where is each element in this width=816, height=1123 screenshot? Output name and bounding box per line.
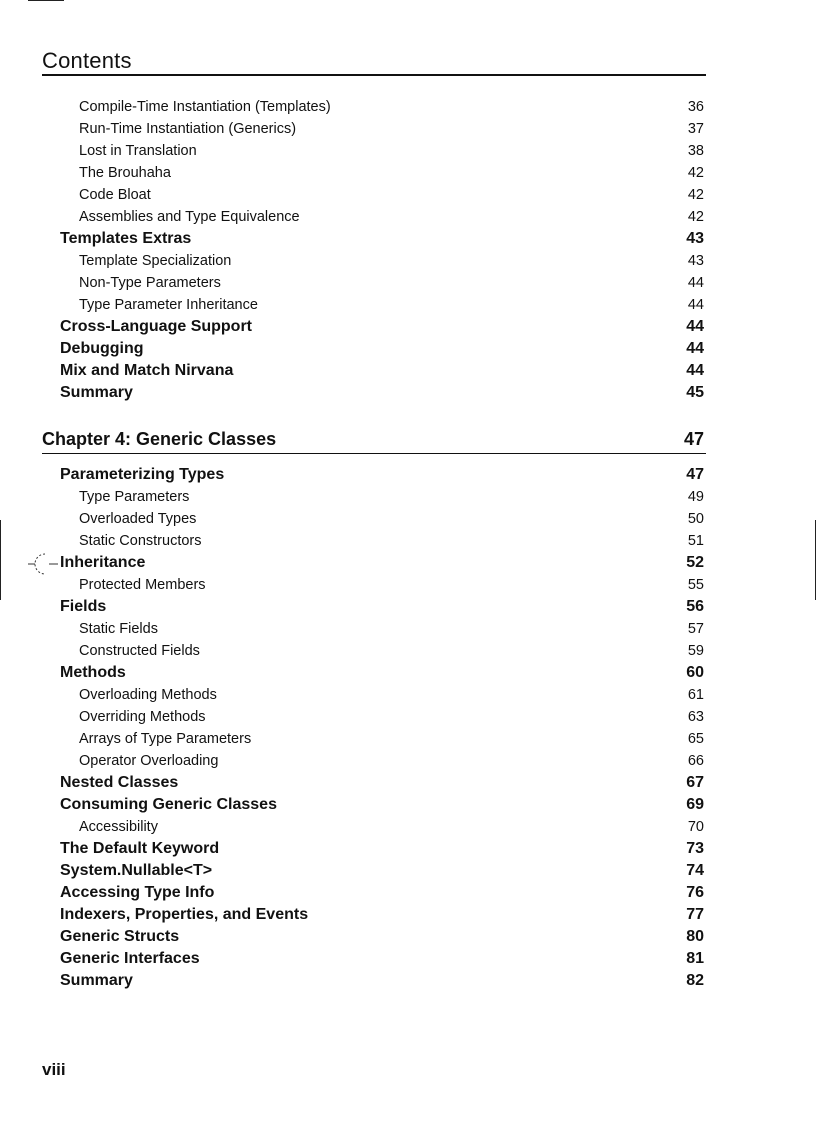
toc-entry-page-number: 56 [686, 598, 704, 615]
toc-entry-page-number: 43 [687, 253, 704, 269]
toc-entry-page-number: 42 [687, 187, 704, 203]
toc-entry-title: The Default Keyword [60, 840, 220, 857]
toc-entry-page-number: 44 [686, 362, 704, 379]
header-rule [42, 74, 706, 76]
toc-section-entry[interactable] [42, 360, 706, 382]
toc-entry-title: Operator Overloading [79, 753, 219, 769]
toc-entry-title: Non-Type Parameters [79, 275, 221, 291]
toc-entry-page-number: 59 [687, 643, 704, 659]
toc-entry-page-number: 55 [687, 577, 704, 593]
toc-entry-page-number: 82 [686, 972, 704, 989]
toc-section-entry[interactable] [42, 926, 706, 948]
toc-section-entry[interactable] [42, 552, 706, 574]
toc-section-entry[interactable] [42, 596, 706, 618]
toc-entry-page-number: 45 [686, 384, 704, 401]
toc-entry-page-number: 77 [686, 906, 704, 923]
toc-entry-title: Type Parameter Inheritance [79, 297, 258, 313]
toc-entry-title: Static Fields [79, 621, 158, 637]
toc-section-entry[interactable] [42, 772, 706, 794]
toc-entry-title: Summary [60, 972, 133, 989]
toc-subsection-entry[interactable] [42, 206, 706, 228]
toc-subsection-entry[interactable] [42, 618, 706, 640]
left-margin-rule [0, 520, 1, 600]
toc-entry-page-number: 52 [686, 554, 704, 571]
toc-entry-title: Template Specialization [79, 253, 232, 269]
toc-subsection-entry[interactable] [42, 684, 706, 706]
toc-entry-page-number: 49 [687, 489, 704, 505]
toc-entry-title: Overloaded Types [79, 511, 197, 527]
toc-subsection-entry[interactable] [42, 272, 706, 294]
toc-entry-page-number: 74 [686, 862, 704, 879]
toc-subsection-entry[interactable] [42, 184, 706, 206]
toc-entry-page-number: 65 [687, 731, 704, 747]
toc-entry-page-number: 50 [687, 511, 704, 527]
toc-entry-page-number: 38 [687, 143, 704, 159]
page-header-title: Contents [42, 48, 132, 73]
toc-entry-title: Templates Extras [60, 230, 192, 247]
toc-entry-title: Parameterizing Types [60, 466, 225, 483]
toc-entry-page-number: 36 [687, 99, 704, 115]
toc-entry-page-number: 42 [687, 165, 704, 181]
toc-chapter-entry[interactable] [42, 425, 706, 454]
toc-entry-title: Fields [60, 598, 107, 615]
toc-entry-page-number: 44 [686, 318, 704, 335]
toc-subsection-entry[interactable] [42, 118, 706, 140]
toc-entry-page-number: 76 [686, 884, 704, 901]
toc-entry-title: Constructed Fields [79, 643, 200, 659]
toc-entry-title: Summary [60, 384, 133, 401]
toc-subsection-entry[interactable] [42, 162, 706, 184]
toc-entry-title: Generic Structs [60, 928, 180, 945]
toc-subsection-entry[interactable] [42, 706, 706, 728]
toc-entry-title: System.Nullable<T> [60, 862, 213, 879]
toc-subsection-entry[interactable] [42, 508, 706, 530]
toc-entry-page-number: 66 [687, 753, 704, 769]
toc-entry-title: Methods [60, 664, 126, 681]
toc-entry-title: Accessing Type Info [60, 884, 215, 901]
toc-entry-page-number: 61 [687, 687, 704, 703]
toc-entry-title: The Brouhaha [79, 165, 171, 181]
toc-section-entry[interactable] [42, 228, 706, 250]
toc-entry-title: Arrays of Type Parameters [79, 731, 252, 747]
toc-section-entry[interactable] [42, 338, 706, 360]
toc-section-entry[interactable] [42, 316, 706, 338]
toc-section-entry[interactable] [42, 838, 706, 860]
toc-entry-page-number: 44 [686, 340, 704, 357]
toc-entry-page-number: 44 [687, 275, 704, 291]
toc-entry-title: Static Constructors [79, 533, 202, 549]
toc-entry-page-number: 42 [687, 209, 704, 225]
toc-entry-title: Lost in Translation [79, 143, 197, 159]
page-number: viii [42, 1060, 66, 1079]
toc-entry-title: Chapter 4: Generic Classes [42, 429, 277, 449]
toc-entry-title: Compile-Time Instantiation (Templates) [79, 99, 331, 115]
toc-entry-title: Run-Time Instantiation (Generics) [79, 121, 297, 137]
top-crop-rule [28, 0, 64, 1]
toc-section-entry[interactable] [42, 882, 706, 904]
toc-section-entry[interactable] [42, 662, 706, 684]
toc-entry-title: Accessibility [79, 819, 158, 835]
binder-hole-mark [27, 550, 59, 578]
toc-entry-page-number: 70 [687, 819, 704, 835]
toc-section-entry[interactable] [42, 860, 706, 882]
toc-subsection-entry[interactable] [42, 486, 706, 508]
toc-section-entry[interactable] [42, 464, 706, 486]
toc-entry-title: Inheritance [60, 554, 146, 571]
toc-subsection-entry[interactable] [42, 140, 706, 162]
toc-entry-title: Type Parameters [79, 489, 190, 505]
toc-entry-title: Consuming Generic Classes [60, 796, 277, 813]
toc-entry-page-number: 44 [687, 297, 704, 313]
toc-section-entry[interactable] [42, 904, 706, 926]
toc-entry-page-number: 47 [686, 466, 704, 483]
toc-entry-title: Mix and Match Nirvana [60, 362, 234, 379]
toc-subsection-entry[interactable] [42, 250, 706, 272]
toc-entry-title: Code Bloat [79, 187, 151, 203]
toc-section-entry[interactable] [42, 382, 706, 404]
toc-entry-page-number: 69 [686, 796, 704, 813]
toc-entry-title: Indexers, Properties, and Events [60, 906, 309, 923]
toc-entry-page-number: 57 [687, 621, 704, 637]
toc-subsection-entry[interactable] [42, 294, 706, 316]
toc-entry-page-number: 81 [686, 950, 704, 967]
toc-entry-title: Protected Members [79, 577, 206, 593]
toc-subsection-entry[interactable] [42, 750, 706, 772]
toc-entry-page-number: 63 [687, 709, 704, 725]
toc-entry-title: Generic Interfaces [60, 950, 200, 967]
toc-entry-page-number: 73 [686, 840, 704, 857]
toc-entry-title: Overloading Methods [79, 687, 217, 703]
toc-entry-page-number: 80 [686, 928, 704, 945]
table-of-contents [42, 96, 706, 992]
toc-subsection-entry[interactable] [42, 530, 706, 552]
toc-entry-title: Overriding Methods [79, 709, 206, 725]
toc-entry-title: Nested Classes [60, 774, 179, 791]
toc-entry-page-number: 60 [686, 664, 704, 681]
toc-subsection-entry[interactable] [42, 816, 706, 838]
toc-subsection-entry[interactable] [42, 574, 706, 596]
toc-entry-title: Assemblies and Type Equivalence [79, 209, 300, 225]
toc-subsection-entry[interactable] [42, 728, 706, 750]
toc-entry-page-number: 43 [686, 230, 704, 247]
toc-subsection-entry[interactable] [42, 96, 706, 118]
toc-section-entry[interactable] [42, 794, 706, 816]
toc-entry-page-number: 47 [683, 429, 704, 449]
toc-section-entry[interactable] [42, 970, 706, 992]
toc-entry-page-number: 67 [686, 774, 704, 791]
toc-entry-page-number: 51 [687, 533, 704, 549]
toc-entry-page-number: 37 [687, 121, 704, 137]
toc-section-entry[interactable] [42, 948, 706, 970]
toc-entry-title: Debugging [60, 340, 144, 357]
toc-entry-title: Cross-Language Support [60, 318, 253, 335]
toc-subsection-entry[interactable] [42, 640, 706, 662]
